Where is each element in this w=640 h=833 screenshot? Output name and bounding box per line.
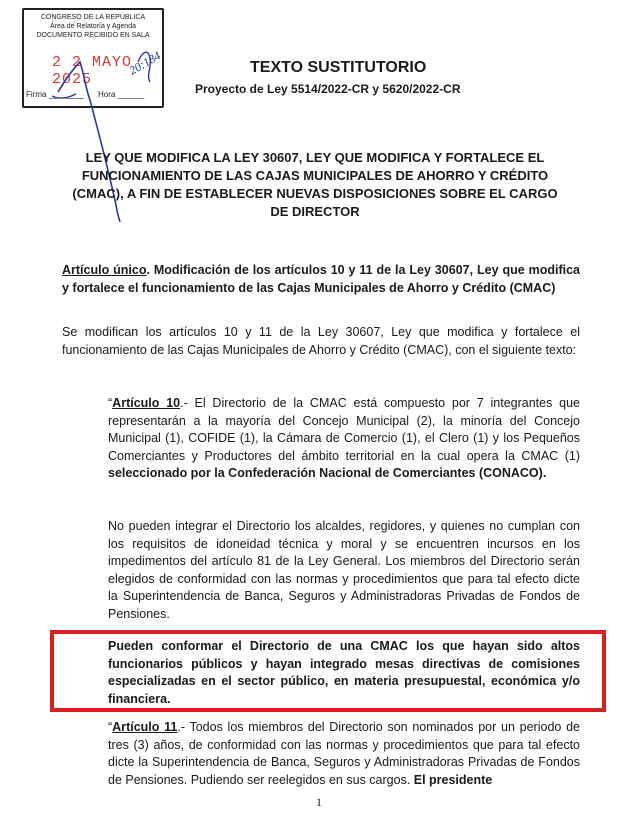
art10-bold-text: seleccionado por la Confederación Nacional de Comerciantes (CONACO).	[108, 466, 547, 480]
art10-paragraph-2: No pueden integrar el Directorio los alcaldes, regidores, y quienes no cumplan con los requisitos de idoneidad técnica y moral y se encuentren incursos en los impedimentos del artículo 81 de la Ley General. Los miembros del Directorio serán elegidos de conformidad con las normas y procedimientos que para tal efecto dicte la Superintendencia de Banca, Seguros y Administradoras Privadas de Fondos de Pensiones.	[108, 519, 580, 621]
art10-label: Artículo 10	[112, 396, 181, 410]
stamp-line-1: CONGRESO DE LA REPÚBLICA	[40, 14, 146, 21]
article-heading	[62, 262, 580, 297]
article-label: Artículo único	[62, 263, 147, 277]
article-intro: Se modifican los artículos 10 y 11 de la Ley 30607, Ley que modifica y fortalece el funcionamiento de las Cajas Municipales de Ahorro y Crédito (CMAC), con el siguiente texto:	[62, 325, 580, 357]
stamp-handwritten-number: 20:184	[126, 48, 163, 78]
art10-text: .- El Directorio de la CMAC está compuesto por 7 integrantes que representarán a la mayoría del Concejo Municipal (2), la minoría del Concejo Municipal (1), COFIDE (1), la Cámara de Comercio (1), el Clero (1) y los Pequeños Comerciantes y Productores del ámbito territorial en la cual opera la CMAC (1)	[108, 396, 580, 463]
highlight-box	[50, 630, 606, 712]
law-title-line-1: LEY QUE MODIFICA LA LEY 30607, LEY QUE MODIFICA Y FORTALECE EL	[85, 150, 545, 165]
art11-paragraph: “Artículo 11.- Todos los miembros del Directorio son nominados por un periodo de tres (3) años, de conformidad con las normas y procedimientos que para tal efecto dicte la Superintendencia de Banca, Seguros y Administradoras Privadas de Fondos de Pensiones. Pudiendo ser reelegidos en sus cargos. El presidente	[108, 720, 580, 787]
stamp-date: 2 2 MAYO 2025	[52, 54, 133, 88]
law-title-line-4: DE DIRECTOR	[270, 204, 360, 219]
reception-stamp	[22, 8, 164, 108]
stamp-hora-label: Hora ______	[98, 90, 145, 99]
art11-text: .- Todos los miembros del Directorio son nominados por un periodo de tres (3) años, de conformidad con las normas y procedimientos que para tal efecto dicte la Superintendencia de Banca, Seguros y Administradoras Privadas de Fondos de Pensiones. Pudiendo ser reelegidos en sus cargos.	[108, 720, 580, 787]
page-number: 1	[316, 795, 322, 809]
art10-paragraph-3: Pueden conformar el Directorio de una CMAC los que hayan sido altos funcionarios públicos y hayan integrado mesas directivas de comisiones especializadas en el sector público, en materia presupuestal, económica y/o financiera.	[108, 639, 580, 706]
art11-bold-text: El presidente	[413, 772, 493, 787]
stamp-firma-label: Firma ________	[26, 90, 85, 99]
law-title-line-3: (CMAC), A FIN DE ESTABLECER NUEVAS DISPOSICIONES SOBRE EL CARGO	[72, 186, 558, 201]
page-title: TEXTO SUSTITUTORIO	[250, 59, 427, 76]
article-heading-text: . Modificación de los artículos 10 y 11 de la Ley 30607, Ley que modifica y fortalece el funcionamiento de las Cajas Municipales de Ahorro y Crédito (CMAC)	[62, 263, 581, 295]
stamp-line-3: DOCUMENTO RECIBIDO EN SALA	[36, 32, 150, 39]
art11-label: Artículo 11	[112, 720, 178, 734]
law-title	[60, 149, 570, 221]
law-title-line-2: FUNCIONAMIENTO DE LAS CAJAS MUNICIPALES DE AHORRO Y CRÉDITO	[81, 168, 549, 183]
art10-paragraph-1: “Artículo 10.- El Directorio de la CMAC está compuesto por 7 integrantes que representarán a la mayoría del Concejo Municipal (2), la minoría del Concejo Municipal (1), COFIDE (1), la Cámara de Comercio (1), el Clero (1) y los Pequeños Comerciantes y Productores del ámbito territorial en la cual opera la CMAC (1) seleccionado por la Confederación Nacional de Comerciantes (CONACO).	[108, 396, 580, 480]
stamp-line-2: Área de Relatoría y Agenda	[49, 23, 136, 30]
page-subtitle: Proyecto de Ley 5514/2022-CR y 5620/2022-CR	[195, 82, 461, 96]
